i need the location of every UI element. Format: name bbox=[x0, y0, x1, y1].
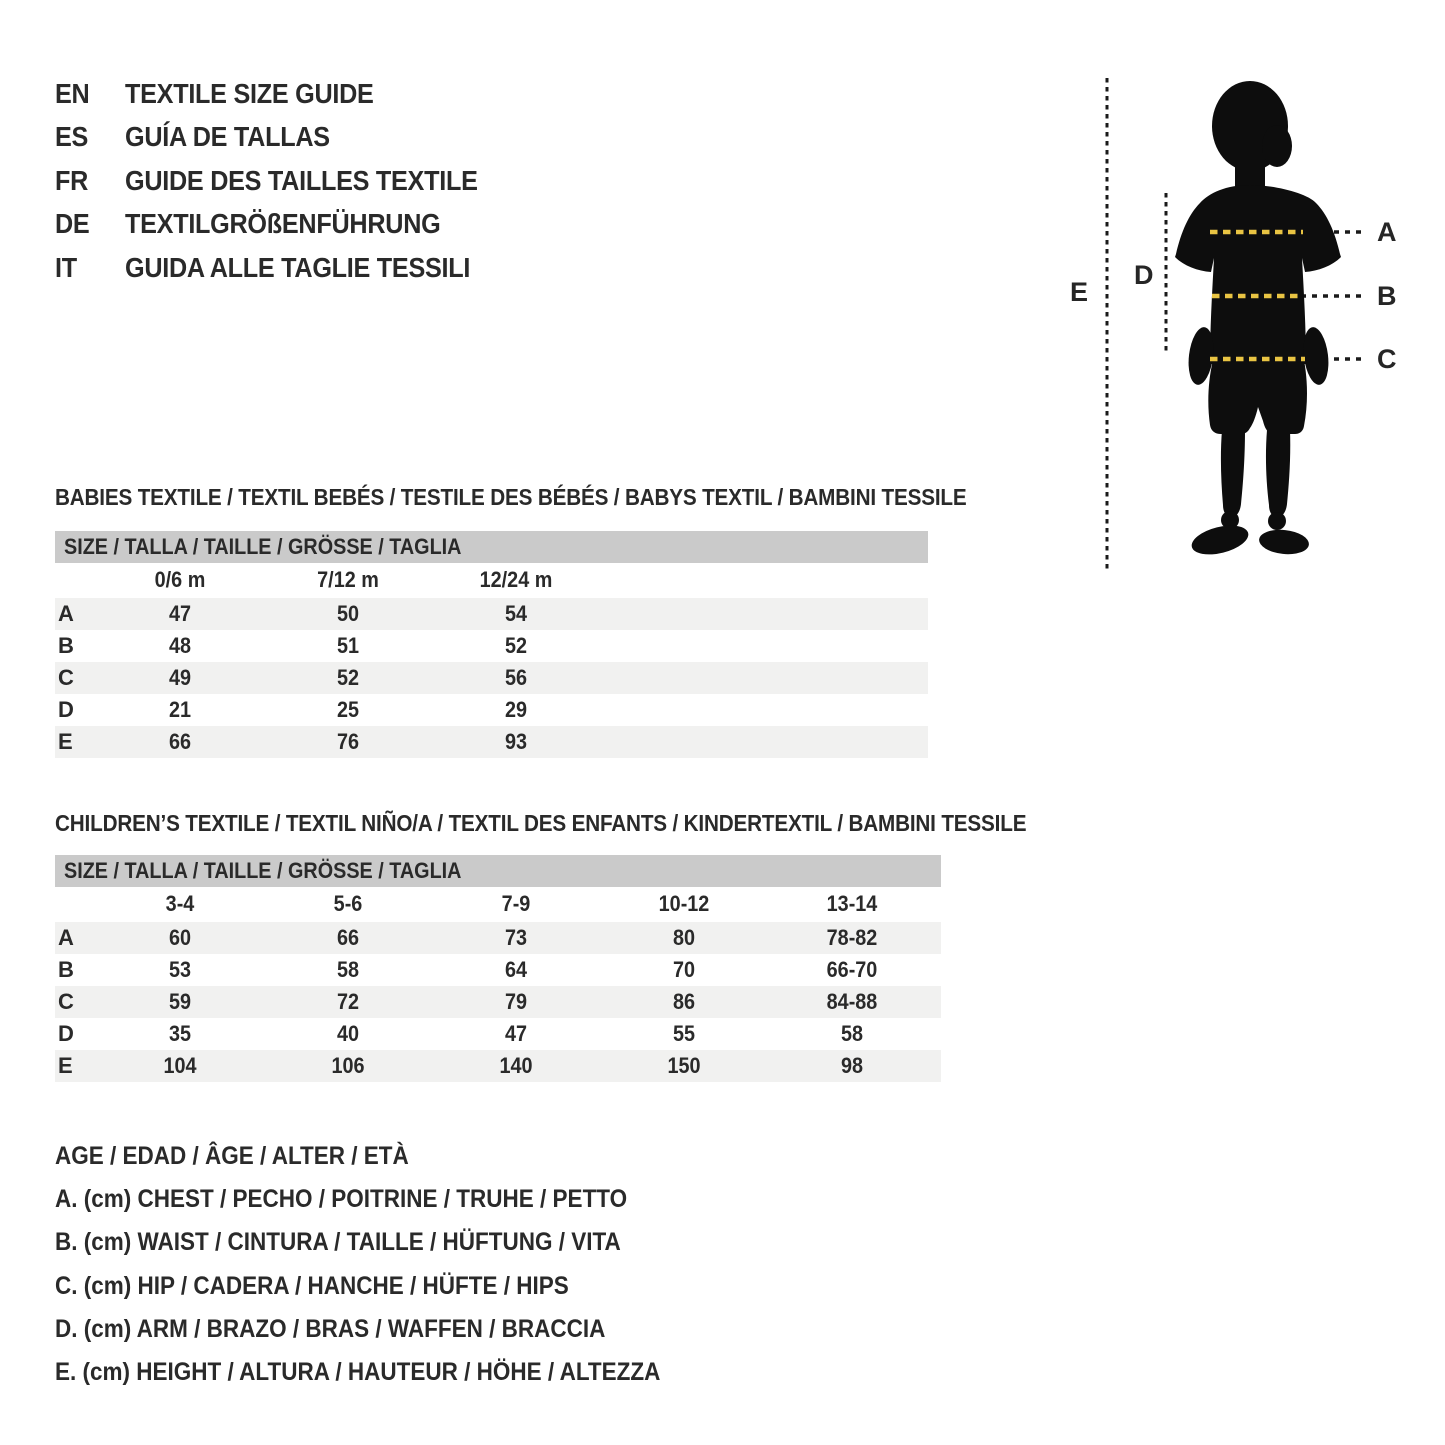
table-row bbox=[55, 630, 928, 662]
table-cell: 150 bbox=[667, 1053, 701, 1079]
language-code: ES bbox=[55, 121, 89, 153]
measure-label-b: B bbox=[1377, 281, 1397, 311]
table-row bbox=[55, 1050, 941, 1082]
table-cell: 55 bbox=[672, 1021, 696, 1047]
table-cell: 66 bbox=[168, 729, 192, 755]
table-cell: 21 bbox=[168, 697, 192, 723]
table-row bbox=[55, 986, 941, 1018]
measure-label-d: D bbox=[1134, 260, 1154, 290]
table-cell: 98 bbox=[840, 1053, 864, 1079]
column-header: 12/24 m bbox=[479, 567, 553, 593]
babies-section-title bbox=[55, 484, 1068, 511]
children-size-header bbox=[55, 855, 941, 887]
table-cell: 104 bbox=[163, 1053, 197, 1079]
table-cell: 40 bbox=[336, 1021, 360, 1047]
column-header: 13-14 bbox=[826, 891, 878, 917]
table-cell: 60 bbox=[168, 924, 192, 950]
table-cell: 106 bbox=[331, 1053, 365, 1079]
table-row bbox=[55, 726, 928, 758]
header-title: GUIDE DES TAILLES TEXTILE bbox=[125, 164, 478, 196]
table-cell: 80 bbox=[672, 924, 696, 950]
header-title: TEXTILGRÖßENFÜHRUNG bbox=[125, 208, 441, 240]
header-row-fr bbox=[55, 159, 517, 203]
legend-line-height: E. (cm) HEIGHT / ALTURA / HAUTEUR / HÖHE / ALTEZZA bbox=[55, 1358, 661, 1387]
column-header: 3-4 bbox=[165, 891, 195, 917]
row-label: C bbox=[58, 664, 74, 690]
table-cell: 29 bbox=[504, 697, 528, 723]
table-cell: 48 bbox=[168, 632, 192, 658]
table-cell: 72 bbox=[336, 988, 360, 1014]
table-cell: 25 bbox=[336, 697, 360, 723]
table-cell: 58 bbox=[840, 1021, 864, 1047]
babies-column-header-row bbox=[55, 563, 928, 598]
table-cell: 35 bbox=[168, 1021, 192, 1047]
table-cell: 49 bbox=[168, 664, 192, 690]
header-title: GUÍA DE TALLAS bbox=[125, 121, 330, 153]
children-section-title-text: CHILDREN’S TEXTILE / TEXTIL NIÑO/A / TEXTIL DES ENFANTS / KINDERTEXTIL / BAMBINI TESSILE bbox=[55, 810, 1027, 836]
header-row-es bbox=[55, 116, 517, 160]
row-label: B bbox=[58, 632, 74, 658]
measurement-legend bbox=[55, 1135, 728, 1394]
column-header: 7-9 bbox=[501, 891, 531, 917]
column-header: 7/12 m bbox=[317, 567, 379, 593]
row-label: D bbox=[58, 697, 74, 723]
language-header bbox=[55, 72, 517, 290]
row-label: B bbox=[58, 956, 74, 982]
measure-label-e: E bbox=[1070, 277, 1089, 307]
child-silhouette bbox=[1175, 81, 1341, 560]
legend-line-age: AGE / EDAD / ÂGE / ALTER / ETÀ bbox=[55, 1142, 409, 1170]
table-cell: 52 bbox=[504, 632, 528, 658]
babies-table bbox=[55, 531, 928, 758]
legend-line-chest: A. (cm) CHEST / PECHO / POITRINE / TRUHE / PETTO bbox=[55, 1185, 628, 1214]
row-label: D bbox=[58, 1021, 74, 1047]
table-cell: 70 bbox=[672, 956, 696, 982]
row-label: E bbox=[58, 729, 73, 755]
table-row bbox=[55, 694, 928, 726]
header-row-en bbox=[55, 72, 517, 116]
measure-label-a: A bbox=[1377, 217, 1397, 247]
header-row-de bbox=[55, 203, 517, 247]
children-column-header-row bbox=[55, 887, 941, 922]
table-cell: 66 bbox=[336, 924, 360, 950]
legend-line-hip: C. (cm) HIP / CADERA / HANCHE / HÜFTE / HIPS bbox=[55, 1271, 569, 1300]
table-row bbox=[55, 598, 928, 630]
header-row-it bbox=[55, 246, 517, 290]
table-cell: 52 bbox=[336, 664, 360, 690]
table-cell: 51 bbox=[336, 632, 360, 658]
table-cell: 66-70 bbox=[826, 956, 878, 982]
table-row bbox=[55, 1018, 941, 1050]
language-code: DE bbox=[55, 208, 90, 240]
children-size-header-text: SIZE / TALLA / TAILLE / GRÖSSE / TAGLIA bbox=[64, 858, 462, 883]
column-header: 0/6 m bbox=[154, 567, 206, 593]
babies-section-title-text: BABIES TEXTILE / TEXTIL BEBÉS / TESTILE DES BÉBÉS / BABYS TEXTIL / BAMBINI TESSILE bbox=[55, 484, 967, 510]
row-label: E bbox=[58, 1053, 73, 1079]
row-label: A bbox=[58, 924, 74, 950]
table-row bbox=[55, 662, 928, 694]
table-row bbox=[55, 922, 941, 954]
table-cell: 73 bbox=[504, 924, 528, 950]
table-cell: 86 bbox=[672, 988, 696, 1014]
table-cell: 84-88 bbox=[826, 988, 878, 1014]
legend-line-arm: D. (cm) ARM / BRAZO / BRAS / WAFFEN / BRACCIA bbox=[55, 1314, 606, 1343]
column-header: 5-6 bbox=[333, 891, 363, 917]
row-label: A bbox=[58, 600, 74, 626]
table-cell: 56 bbox=[504, 664, 528, 690]
legend-line-waist: B. (cm) WAIST / CINTURA / TAILLE / HÜFTUNG / VITA bbox=[55, 1228, 621, 1257]
table-cell: 78-82 bbox=[826, 924, 878, 950]
table-cell: 47 bbox=[168, 600, 192, 626]
table-cell: 53 bbox=[168, 956, 192, 982]
language-code: FR bbox=[55, 164, 89, 196]
column-header: 10-12 bbox=[658, 891, 710, 917]
row-label: C bbox=[58, 988, 74, 1014]
children-table bbox=[55, 855, 941, 1082]
table-cell: 59 bbox=[168, 988, 192, 1014]
header-title: GUIDA ALLE TAGLIE TESSILI bbox=[125, 251, 471, 283]
babies-size-header-text: SIZE / TALLA / TAILLE / GRÖSSE / TAGLIA bbox=[64, 534, 462, 559]
children-section-title bbox=[55, 810, 1134, 837]
language-code: EN bbox=[55, 77, 90, 109]
table-cell: 76 bbox=[336, 729, 360, 755]
table-cell: 64 bbox=[504, 956, 528, 982]
table-row bbox=[55, 954, 941, 986]
table-cell: 54 bbox=[504, 600, 528, 626]
babies-size-header bbox=[55, 531, 928, 563]
language-code: IT bbox=[55, 251, 77, 283]
table-cell: 58 bbox=[336, 956, 360, 982]
header-title: TEXTILE SIZE GUIDE bbox=[125, 77, 374, 109]
table-cell: 93 bbox=[504, 729, 528, 755]
table-cell: 50 bbox=[336, 600, 360, 626]
table-cell: 47 bbox=[504, 1021, 528, 1047]
table-cell: 79 bbox=[504, 988, 528, 1014]
measurement-figure bbox=[1050, 60, 1445, 600]
table-cell: 140 bbox=[499, 1053, 533, 1079]
measure-label-c: C bbox=[1377, 344, 1397, 374]
